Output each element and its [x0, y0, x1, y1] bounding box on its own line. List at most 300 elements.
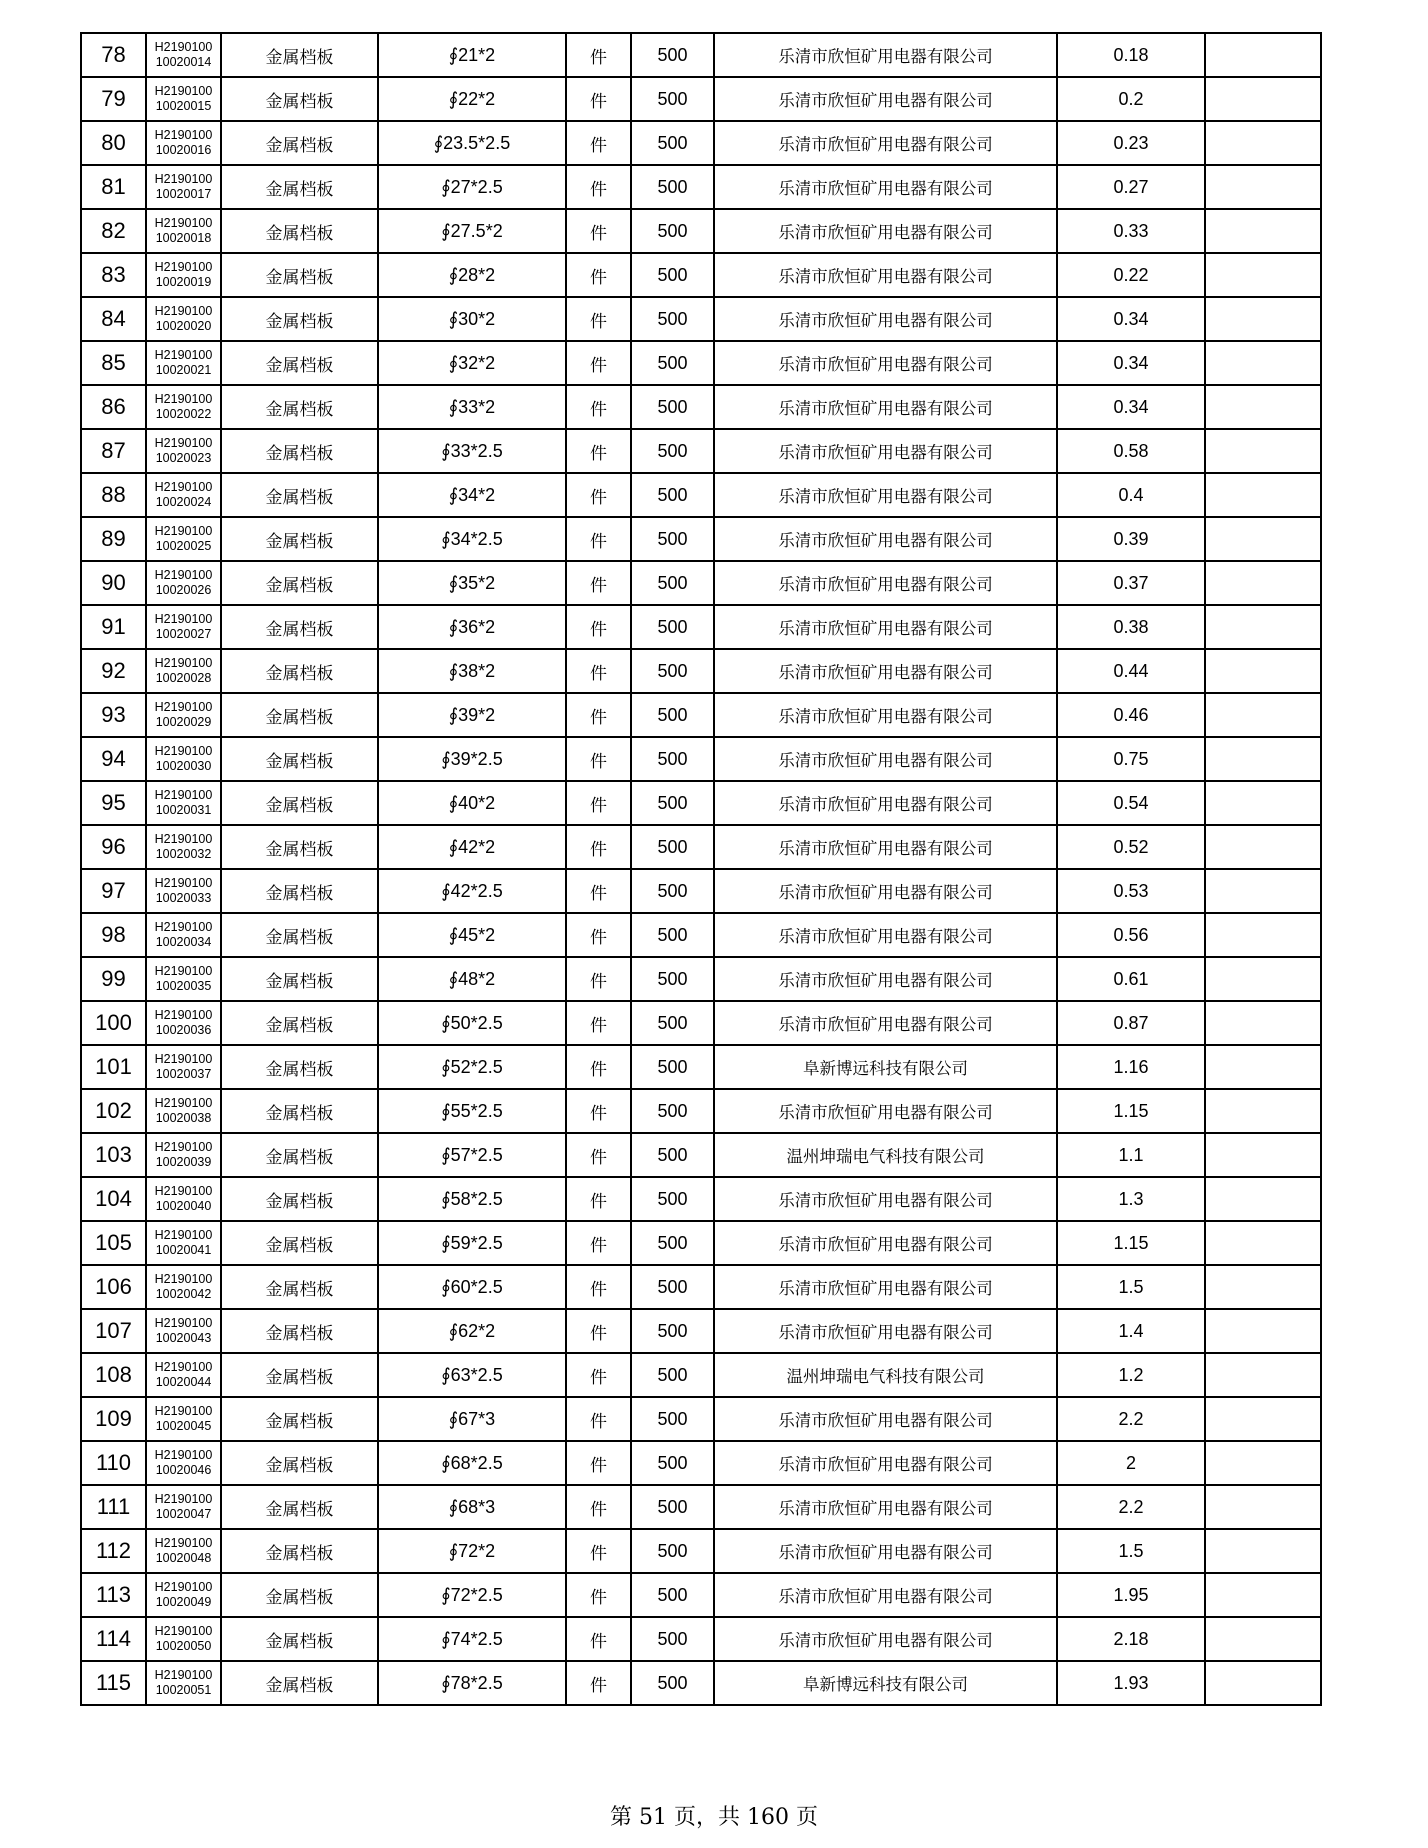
item-name-cell: 金属档板	[221, 1441, 378, 1485]
material-code-cell	[146, 517, 221, 561]
table-row	[81, 693, 1321, 737]
material-code-line-2: 10020029	[155, 715, 212, 729]
remark-cell	[1205, 737, 1321, 781]
supplier-cell: 乐清市欣恒矿用电器有限公司	[714, 1265, 1057, 1309]
spec-cell: ∮60*2.5	[378, 1265, 566, 1309]
quantity-cell: 500	[631, 1089, 714, 1133]
material-code-line-2: 10020026	[155, 583, 212, 597]
supplier-cell: 乐清市欣恒矿用电器有限公司	[714, 473, 1057, 517]
remark-cell	[1205, 429, 1321, 473]
row-number-cell: 98	[81, 913, 146, 957]
remark-cell	[1205, 913, 1321, 957]
material-code-cell	[146, 957, 221, 1001]
quantity-cell: 500	[631, 341, 714, 385]
unit-cell: 件	[566, 1309, 631, 1353]
material-code-line-1: H2190100	[154, 700, 213, 714]
material-code-cell	[146, 1485, 221, 1529]
supplier-cell: 乐清市欣恒矿用电器有限公司	[714, 737, 1057, 781]
material-code-line-2: 10020051	[155, 1683, 212, 1697]
spec-cell: ∮62*2	[378, 1309, 566, 1353]
item-name-cell: 金属档板	[221, 33, 378, 77]
remark-cell	[1205, 1661, 1321, 1705]
material-code-cell	[146, 209, 221, 253]
remark-cell	[1205, 957, 1321, 1001]
unit-cell: 件	[566, 165, 631, 209]
material-code-line-2: 10020020	[155, 319, 212, 333]
material-code-line-2: 10020019	[155, 275, 212, 289]
material-code-cell	[146, 1661, 221, 1705]
material-code-cell	[146, 1221, 221, 1265]
item-name-cell: 金属档板	[221, 1309, 378, 1353]
row-number-cell: 115	[81, 1661, 146, 1705]
supplier-cell: 温州坤瑞电气科技有限公司	[714, 1133, 1057, 1177]
remark-cell	[1205, 517, 1321, 561]
spec-cell: ∮72*2	[378, 1529, 566, 1573]
material-code-cell	[146, 1133, 221, 1177]
spec-cell: ∮67*3	[378, 1397, 566, 1441]
material-code-cell	[146, 121, 221, 165]
spec-cell: ∮35*2	[378, 561, 566, 605]
material-code-cell	[146, 649, 221, 693]
supplier-cell: 乐清市欣恒矿用电器有限公司	[714, 209, 1057, 253]
spec-cell: ∮42*2.5	[378, 869, 566, 913]
supplier-cell: 乐清市欣恒矿用电器有限公司	[714, 649, 1057, 693]
material-code-cell	[146, 693, 221, 737]
row-number-cell: 107	[81, 1309, 146, 1353]
supplier-cell: 乐清市欣恒矿用电器有限公司	[714, 1617, 1057, 1661]
spec-cell: ∮48*2	[378, 957, 566, 1001]
remark-cell	[1205, 1309, 1321, 1353]
material-code-line-1: H2190100	[154, 612, 213, 626]
spec-cell: ∮38*2	[378, 649, 566, 693]
quantity-cell: 500	[631, 1617, 714, 1661]
material-code-line-1: H2190100	[154, 744, 213, 758]
quantity-cell: 500	[631, 737, 714, 781]
quantity-cell: 500	[631, 473, 714, 517]
unit-cell: 件	[566, 561, 631, 605]
item-name-cell: 金属档板	[221, 913, 378, 957]
material-code-cell	[146, 781, 221, 825]
supplier-cell: 乐清市欣恒矿用电器有限公司	[714, 957, 1057, 1001]
table-row	[81, 1221, 1321, 1265]
spec-cell: ∮50*2.5	[378, 1001, 566, 1045]
item-name-cell: 金属档板	[221, 1353, 378, 1397]
item-name-cell: 金属档板	[221, 517, 378, 561]
material-code-line-2: 10020016	[155, 143, 212, 157]
remark-cell	[1205, 1089, 1321, 1133]
row-number-cell: 103	[81, 1133, 146, 1177]
quantity-cell: 500	[631, 561, 714, 605]
item-name-cell: 金属档板	[221, 341, 378, 385]
material-code-line-1: H2190100	[154, 788, 213, 802]
row-number-cell: 96	[81, 825, 146, 869]
item-name-cell: 金属档板	[221, 957, 378, 1001]
unit-cell: 件	[566, 1529, 631, 1573]
remark-cell	[1205, 1617, 1321, 1661]
table-body	[81, 33, 1321, 1705]
material-code-line-1: H2190100	[154, 392, 213, 406]
material-code-cell	[146, 1573, 221, 1617]
row-number-cell: 104	[81, 1177, 146, 1221]
supplier-cell: 乐清市欣恒矿用电器有限公司	[714, 693, 1057, 737]
table-row	[81, 957, 1321, 1001]
table-row	[81, 1485, 1321, 1529]
price-cell: 1.5	[1057, 1265, 1205, 1309]
item-name-cell: 金属档板	[221, 693, 378, 737]
supplier-cell: 乐清市欣恒矿用电器有限公司	[714, 297, 1057, 341]
material-code-line-2: 10020047	[155, 1507, 212, 1521]
spec-cell: ∮33*2	[378, 385, 566, 429]
row-number-cell: 82	[81, 209, 146, 253]
material-code-line-2: 10020046	[155, 1463, 212, 1477]
table-row	[81, 77, 1321, 121]
item-name-cell: 金属档板	[221, 253, 378, 297]
table-row	[81, 297, 1321, 341]
material-code-line-1: H2190100	[154, 304, 213, 318]
spec-cell: ∮58*2.5	[378, 1177, 566, 1221]
row-number-cell: 110	[81, 1441, 146, 1485]
price-cell: 0.34	[1057, 385, 1205, 429]
table-row	[81, 869, 1321, 913]
spec-cell: ∮27*2.5	[378, 165, 566, 209]
unit-cell: 件	[566, 869, 631, 913]
table-row	[81, 121, 1321, 165]
row-number-cell: 89	[81, 517, 146, 561]
material-code-cell	[146, 341, 221, 385]
price-cell: 2.2	[1057, 1397, 1205, 1441]
material-code-line-2: 10020040	[155, 1199, 212, 1213]
price-cell: 0.53	[1057, 869, 1205, 913]
supplier-cell: 乐清市欣恒矿用电器有限公司	[714, 1089, 1057, 1133]
quantity-cell: 500	[631, 1221, 714, 1265]
material-code-line-2: 10020017	[155, 187, 212, 201]
price-cell: 0.4	[1057, 473, 1205, 517]
unit-cell: 件	[566, 913, 631, 957]
price-cell: 1.95	[1057, 1573, 1205, 1617]
quantity-cell: 500	[631, 1265, 714, 1309]
row-number-cell: 78	[81, 33, 146, 77]
material-code-line-2: 10020032	[155, 847, 212, 861]
table-row	[81, 1177, 1321, 1221]
row-number-cell: 91	[81, 605, 146, 649]
item-name-cell: 金属档板	[221, 605, 378, 649]
material-code-line-1: H2190100	[154, 1008, 213, 1022]
material-code-line-1: H2190100	[154, 216, 213, 230]
unit-cell: 件	[566, 1353, 631, 1397]
price-cell: 2	[1057, 1441, 1205, 1485]
quantity-cell: 500	[631, 77, 714, 121]
table-row	[81, 649, 1321, 693]
material-code-cell	[146, 913, 221, 957]
supplier-cell: 阜新博远科技有限公司	[714, 1661, 1057, 1705]
item-name-cell: 金属档板	[221, 297, 378, 341]
supplier-cell: 乐清市欣恒矿用电器有限公司	[714, 605, 1057, 649]
spec-cell: ∮68*2.5	[378, 1441, 566, 1485]
material-code-cell	[146, 1045, 221, 1089]
price-cell: 0.34	[1057, 341, 1205, 385]
unit-cell: 件	[566, 77, 631, 121]
material-code-line-1: H2190100	[154, 1140, 213, 1154]
quantity-cell: 500	[631, 1133, 714, 1177]
material-code-line-1: H2190100	[154, 524, 213, 538]
spec-cell: ∮55*2.5	[378, 1089, 566, 1133]
item-name-cell: 金属档板	[221, 781, 378, 825]
row-number-cell: 95	[81, 781, 146, 825]
remark-cell	[1205, 1485, 1321, 1529]
material-code-line-1: H2190100	[154, 128, 213, 142]
supplier-cell: 乐清市欣恒矿用电器有限公司	[714, 1485, 1057, 1529]
remark-cell	[1205, 869, 1321, 913]
supplier-cell: 乐清市欣恒矿用电器有限公司	[714, 1529, 1057, 1573]
quantity-cell: 500	[631, 1661, 714, 1705]
item-name-cell: 金属档板	[221, 473, 378, 517]
price-cell: 0.22	[1057, 253, 1205, 297]
material-code-line-2: 10020024	[155, 495, 212, 509]
supplier-cell: 乐清市欣恒矿用电器有限公司	[714, 33, 1057, 77]
row-number-cell: 97	[81, 869, 146, 913]
price-cell: 1.93	[1057, 1661, 1205, 1705]
quantity-cell: 500	[631, 1309, 714, 1353]
price-table	[80, 32, 1322, 1706]
quantity-cell: 500	[631, 913, 714, 957]
material-code-cell	[146, 473, 221, 517]
table-row	[81, 1661, 1321, 1705]
spec-cell: ∮42*2	[378, 825, 566, 869]
table-row	[81, 913, 1321, 957]
table-row	[81, 825, 1321, 869]
item-name-cell: 金属档板	[221, 1045, 378, 1089]
price-cell: 0.37	[1057, 561, 1205, 605]
material-code-line-2: 10020018	[155, 231, 212, 245]
supplier-cell: 乐清市欣恒矿用电器有限公司	[714, 165, 1057, 209]
material-code-line-2: 10020034	[155, 935, 212, 949]
material-code-line-2: 10020045	[155, 1419, 212, 1433]
remark-cell	[1205, 33, 1321, 77]
price-cell: 1.15	[1057, 1089, 1205, 1133]
material-code-cell	[146, 1397, 221, 1441]
item-name-cell: 金属档板	[221, 1617, 378, 1661]
remark-cell	[1205, 385, 1321, 429]
unit-cell: 件	[566, 341, 631, 385]
unit-cell: 件	[566, 1177, 631, 1221]
quantity-cell: 500	[631, 429, 714, 473]
unit-cell: 件	[566, 429, 631, 473]
supplier-cell: 乐清市欣恒矿用电器有限公司	[714, 253, 1057, 297]
row-number-cell: 84	[81, 297, 146, 341]
row-number-cell: 87	[81, 429, 146, 473]
quantity-cell: 500	[631, 121, 714, 165]
item-name-cell: 金属档板	[221, 649, 378, 693]
row-number-cell: 99	[81, 957, 146, 1001]
unit-cell: 件	[566, 825, 631, 869]
price-cell: 0.2	[1057, 77, 1205, 121]
item-name-cell: 金属档板	[221, 209, 378, 253]
remark-cell	[1205, 649, 1321, 693]
spec-cell: ∮39*2.5	[378, 737, 566, 781]
material-code-line-2: 10020021	[155, 363, 212, 377]
quantity-cell: 500	[631, 253, 714, 297]
material-code-line-2: 10020036	[155, 1023, 212, 1037]
unit-cell: 件	[566, 1133, 631, 1177]
price-cell: 0.46	[1057, 693, 1205, 737]
table-row	[81, 737, 1321, 781]
material-code-line-1: H2190100	[154, 920, 213, 934]
unit-cell: 件	[566, 209, 631, 253]
spec-cell: ∮68*3	[378, 1485, 566, 1529]
remark-cell	[1205, 825, 1321, 869]
table-row	[81, 385, 1321, 429]
material-code-cell	[146, 253, 221, 297]
quantity-cell: 500	[631, 33, 714, 77]
unit-cell: 件	[566, 693, 631, 737]
material-code-line-2: 10020049	[155, 1595, 212, 1609]
quantity-cell: 500	[631, 693, 714, 737]
remark-cell	[1205, 297, 1321, 341]
material-code-line-2: 10020041	[155, 1243, 212, 1257]
spec-cell: ∮72*2.5	[378, 1573, 566, 1617]
row-number-cell: 79	[81, 77, 146, 121]
material-code-line-1: H2190100	[154, 1228, 213, 1242]
table-row	[81, 33, 1321, 77]
quantity-cell: 500	[631, 517, 714, 561]
material-code-line-2: 10020050	[155, 1639, 212, 1653]
quantity-cell: 500	[631, 297, 714, 341]
supplier-cell: 乐清市欣恒矿用电器有限公司	[714, 1001, 1057, 1045]
spec-cell: ∮22*2	[378, 77, 566, 121]
material-code-cell	[146, 33, 221, 77]
price-cell: 0.52	[1057, 825, 1205, 869]
supplier-cell: 乐清市欣恒矿用电器有限公司	[714, 1441, 1057, 1485]
supplier-cell: 乐清市欣恒矿用电器有限公司	[714, 781, 1057, 825]
material-code-cell	[146, 1001, 221, 1045]
unit-cell: 件	[566, 33, 631, 77]
supplier-cell: 温州坤瑞电气科技有限公司	[714, 1353, 1057, 1397]
unit-cell: 件	[566, 1441, 631, 1485]
spec-cell: ∮28*2	[378, 253, 566, 297]
item-name-cell: 金属档板	[221, 429, 378, 473]
material-code-line-1: H2190100	[154, 1492, 213, 1506]
remark-cell	[1205, 1221, 1321, 1265]
material-code-cell	[146, 385, 221, 429]
spec-cell: ∮45*2	[378, 913, 566, 957]
remark-cell	[1205, 561, 1321, 605]
remark-cell	[1205, 121, 1321, 165]
quantity-cell: 500	[631, 385, 714, 429]
unit-cell: 件	[566, 781, 631, 825]
remark-cell	[1205, 165, 1321, 209]
quantity-cell: 500	[631, 825, 714, 869]
table-row	[81, 561, 1321, 605]
material-code-line-2: 10020028	[155, 671, 212, 685]
row-number-cell: 92	[81, 649, 146, 693]
remark-cell	[1205, 1441, 1321, 1485]
spec-cell: ∮57*2.5	[378, 1133, 566, 1177]
row-number-cell: 101	[81, 1045, 146, 1089]
price-cell: 0.44	[1057, 649, 1205, 693]
table-row	[81, 1617, 1321, 1661]
unit-cell: 件	[566, 1617, 631, 1661]
remark-cell	[1205, 1573, 1321, 1617]
table-row	[81, 165, 1321, 209]
material-code-line-1: H2190100	[154, 348, 213, 362]
item-name-cell: 金属档板	[221, 1529, 378, 1573]
spec-cell: ∮59*2.5	[378, 1221, 566, 1265]
unit-cell: 件	[566, 473, 631, 517]
material-code-line-2: 10020031	[155, 803, 212, 817]
table-row	[81, 473, 1321, 517]
material-code-cell	[146, 297, 221, 341]
remark-cell	[1205, 341, 1321, 385]
supplier-cell: 乐清市欣恒矿用电器有限公司	[714, 517, 1057, 561]
page-number: 第 51 页，共 160 页	[610, 1805, 818, 1830]
price-cell: 2.18	[1057, 1617, 1205, 1661]
material-code-line-2: 10020027	[155, 627, 212, 641]
material-code-line-2: 10020042	[155, 1287, 212, 1301]
material-code-line-2: 10020048	[155, 1551, 212, 1565]
supplier-cell: 乐清市欣恒矿用电器有限公司	[714, 561, 1057, 605]
row-number-cell: 109	[81, 1397, 146, 1441]
material-code-cell	[146, 1309, 221, 1353]
table-row	[81, 1133, 1321, 1177]
material-code-line-2: 10020030	[155, 759, 212, 773]
spec-cell: ∮34*2	[378, 473, 566, 517]
material-code-line-2: 10020035	[155, 979, 212, 993]
item-name-cell: 金属档板	[221, 77, 378, 121]
price-cell: 0.61	[1057, 957, 1205, 1001]
item-name-cell: 金属档板	[221, 121, 378, 165]
unit-cell: 件	[566, 297, 631, 341]
spec-cell: ∮36*2	[378, 605, 566, 649]
spec-cell: ∮32*2	[378, 341, 566, 385]
supplier-cell: 乐清市欣恒矿用电器有限公司	[714, 1309, 1057, 1353]
spec-cell: ∮39*2	[378, 693, 566, 737]
material-code-line-2: 10020039	[155, 1155, 212, 1169]
material-code-line-2: 10020033	[155, 891, 212, 905]
row-number-cell: 90	[81, 561, 146, 605]
row-number-cell: 102	[81, 1089, 146, 1133]
unit-cell: 件	[566, 1265, 631, 1309]
supplier-cell: 乐清市欣恒矿用电器有限公司	[714, 429, 1057, 473]
material-code-line-1: H2190100	[154, 40, 213, 54]
material-code-line-2: 10020023	[155, 451, 212, 465]
table-row	[81, 1001, 1321, 1045]
quantity-cell: 500	[631, 649, 714, 693]
material-code-cell	[146, 561, 221, 605]
material-code-line-1: H2190100	[154, 1184, 213, 1198]
spec-cell: ∮74*2.5	[378, 1617, 566, 1661]
item-name-cell: 金属档板	[221, 737, 378, 781]
price-cell: 1.16	[1057, 1045, 1205, 1089]
supplier-cell: 乐清市欣恒矿用电器有限公司	[714, 825, 1057, 869]
item-name-cell: 金属档板	[221, 1265, 378, 1309]
unit-cell: 件	[566, 253, 631, 297]
row-number-cell: 105	[81, 1221, 146, 1265]
quantity-cell: 500	[631, 1001, 714, 1045]
material-code-line-1: H2190100	[154, 1052, 213, 1066]
supplier-cell: 乐清市欣恒矿用电器有限公司	[714, 1397, 1057, 1441]
material-code-line-1: H2190100	[154, 1272, 213, 1286]
spec-cell: ∮52*2.5	[378, 1045, 566, 1089]
unit-cell: 件	[566, 1397, 631, 1441]
supplier-cell: 乐清市欣恒矿用电器有限公司	[714, 77, 1057, 121]
quantity-cell: 500	[631, 1529, 714, 1573]
item-name-cell: 金属档板	[221, 1661, 378, 1705]
price-cell: 0.38	[1057, 605, 1205, 649]
row-number-cell: 106	[81, 1265, 146, 1309]
remark-cell	[1205, 693, 1321, 737]
material-code-line-1: H2190100	[154, 1536, 213, 1550]
item-name-cell: 金属档板	[221, 1485, 378, 1529]
